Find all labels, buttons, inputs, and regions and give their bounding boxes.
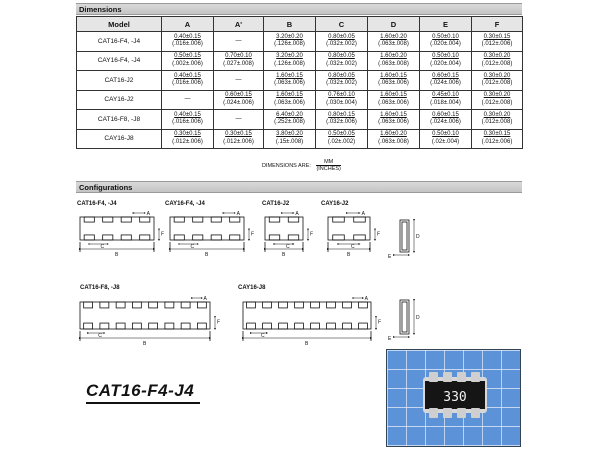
dimension-letter-b: B — [143, 341, 147, 347]
dimension-inches: (.012±.006) — [223, 138, 254, 145]
dimension-mm: — — [235, 115, 242, 122]
dimension-letter-e: E — [388, 254, 392, 260]
dimension-mm: 1.60±0.15 — [380, 111, 407, 118]
drawing-cat16-f8-j8 — [80, 302, 210, 329]
dimension-inches: (.002±.006) — [172, 60, 203, 67]
dimension-letter-d: D — [416, 315, 420, 321]
dimension-mm: 0.30±0.20 — [483, 92, 511, 99]
dimension-letter-c: C — [98, 333, 102, 339]
dimension-letter-b: B — [347, 252, 351, 258]
dimension-mm: 0.50±0.10 — [432, 53, 459, 60]
col-header: A' — [214, 17, 264, 32]
configurations-title: Configurations — [79, 183, 133, 192]
model-cell: CAT16-J2 — [77, 71, 162, 91]
dimension-mm: 3.20±0.20 — [276, 53, 303, 60]
dimension-inches: (.063±.006) — [274, 99, 305, 106]
dimension-mm: 1.60±0.20 — [380, 53, 407, 60]
dimension-mm: 0.40±0.15 — [174, 72, 201, 79]
dimension-inches: (.063±.006) — [378, 80, 409, 87]
dimension-letter-a: A — [236, 211, 240, 217]
dimension-inches: (.032±.002) — [326, 80, 357, 87]
config-label-cay16-f4-j4: CAY16-F4, -J4 — [165, 201, 205, 207]
dimension-letter-f: F — [161, 231, 165, 238]
config-label-cay16-j2: CAY16-J2 — [321, 201, 349, 207]
dimension-letter-c: C — [190, 244, 195, 250]
dimension-letter-a: A — [364, 296, 368, 302]
model-cell: CAY16-J2 — [77, 90, 162, 110]
dimension-inches: (.016±.006) — [172, 119, 203, 126]
dimension-letter-a: A — [361, 211, 365, 217]
dimension-inches: (.032±.002) — [326, 60, 357, 67]
dimension-letter-f: F — [251, 231, 255, 238]
dimension-mm: 0.30±0.15 — [483, 131, 511, 138]
dimension-mm: 1.60±0.20 — [380, 131, 407, 138]
dimension-letter-a: A — [295, 211, 299, 217]
dimension-mm: 0.80±0.05 — [328, 72, 355, 79]
dimension-inches: (.15±.008) — [275, 138, 304, 145]
model-cell: CAY16-F4, -J4 — [77, 51, 162, 71]
units-inches: (INCHES) — [316, 166, 341, 172]
dimension-letter-a: A — [146, 211, 150, 217]
title-underline — [86, 402, 200, 404]
drawing-cat16-j2 — [265, 217, 303, 240]
config-label-cay16-j8: CAY16-J8 — [238, 285, 266, 291]
dimension-inches: (.024±.006) — [430, 119, 461, 126]
dimension-inches: (.063±.006) — [378, 119, 409, 126]
dimension-mm: 0.30±0.20 — [483, 72, 511, 79]
dimension-inches: (.030±.004) — [326, 99, 357, 106]
dimension-mm: 0.60±0.15 — [432, 111, 459, 118]
dimension-letter-b: B — [305, 341, 309, 347]
dimension-mm: 1.60±0.15 — [276, 92, 303, 99]
dimension-inches: (.032±.006) — [326, 119, 357, 126]
dimension-mm: 0.80±0.05 — [328, 33, 355, 40]
dimensions-title: Dimensions — [79, 5, 122, 14]
dimension-inches: (.012±.008) — [481, 99, 513, 106]
side-view-4 — [400, 220, 409, 252]
dimension-inches: (.012±.008) — [481, 119, 513, 126]
dimension-inches: (.02±.002) — [327, 138, 356, 145]
dimension-mm: 0.30±0.15 — [483, 33, 511, 40]
dimension-inches: (.024±.006) — [223, 99, 254, 106]
dimension-mm: 0.80±0.05 — [328, 53, 355, 60]
dimension-letter-f: F — [310, 231, 314, 238]
dimension-mm: — — [184, 96, 191, 102]
dimension-inches: (.012±.008) — [481, 60, 513, 67]
dimension-inches: (.020±.004) — [430, 60, 461, 67]
units-prefix: DIMENSIONS ARE: — [262, 162, 311, 169]
dimension-mm: 0.76±0.10 — [328, 92, 355, 99]
units-mm: MM — [316, 159, 340, 166]
dimension-inches: (.012±.006) — [172, 138, 203, 145]
dimension-inches: (.02±.004) — [431, 138, 460, 145]
dimension-mm: 1.60±0.15 — [276, 72, 303, 79]
dimension-inches: (.252±.008) — [274, 119, 305, 126]
dimension-letter-c: C — [351, 244, 355, 250]
dimension-mm: 0.60±0.15 — [432, 72, 459, 79]
dimension-mm: 0.70±0.10 — [225, 53, 252, 60]
dimension-inches: (.126±.008) — [274, 41, 305, 48]
col-header: B — [264, 17, 316, 32]
dimension-letter-d: D — [416, 234, 420, 240]
dimension-inches: (.012±.008) — [481, 80, 513, 87]
dimension-mm: 1.60±0.15 — [380, 92, 407, 99]
side-view-8 — [400, 300, 409, 334]
dimension-letter-e: E — [388, 336, 392, 342]
dimension-inches: (.126±.008) — [274, 60, 305, 67]
photo-marking: 330 — [443, 390, 467, 405]
col-header: Model — [77, 17, 162, 32]
dimension-mm: 0.30±0.20 — [483, 53, 511, 60]
dimension-mm: 0.30±0.20 — [483, 111, 511, 118]
col-header: C — [316, 17, 368, 32]
config-label-cat16-j2: CAT16-J2 — [262, 201, 290, 207]
dimension-inches: (.016±.006) — [172, 41, 203, 48]
dimension-letter-c: C — [286, 244, 290, 250]
dimension-mm: 6.40±0.20 — [276, 111, 303, 118]
model-cell: CAT16-F8, -J8 — [77, 110, 162, 130]
dimension-inches: (.012±.006) — [481, 138, 513, 145]
dimension-mm: 3.80±0.20 — [276, 131, 303, 138]
dimension-mm: 0.60±0.15 — [225, 92, 252, 99]
dimension-mm: 0.50±0.10 — [432, 33, 459, 40]
dimension-mm: 1.60±0.20 — [380, 33, 407, 40]
dimension-mm: 0.40±0.15 — [174, 33, 201, 40]
dimension-mm: 3.20±0.20 — [276, 33, 303, 40]
dimension-mm: 0.50±0.15 — [174, 53, 201, 60]
dimension-letter-a: A — [203, 296, 207, 302]
dimension-inches: (.063±.006) — [378, 99, 409, 106]
config-label-cat16-f4-j4: CAT16-F4, -J4 — [77, 201, 117, 207]
drawing-cay16-f4-j4 — [170, 217, 244, 240]
dimension-letter-f: F — [217, 319, 221, 326]
drawing-cay16-j8 — [243, 302, 371, 329]
dimension-inches: (.027±.008) — [223, 60, 254, 67]
dimension-mm: 0.45±0.10 — [432, 92, 459, 99]
model-cell: CAT16-F4, -J4 — [77, 32, 162, 52]
dimension-mm: 0.80±0.15 — [328, 111, 355, 118]
dimension-letter-b: B — [282, 252, 286, 258]
dimension-letter-c: C — [100, 244, 105, 250]
dimension-letter-b: B — [205, 252, 209, 258]
dimension-letter-f: F — [378, 319, 382, 326]
dimension-inches: (.024±.006) — [430, 80, 461, 87]
resistor-array-photo — [387, 350, 521, 447]
dimension-mm: 1.60±0.15 — [380, 72, 407, 79]
col-header: F — [472, 17, 523, 32]
dimension-inches: (.018±.004) — [430, 99, 461, 106]
product-title: CAT16-F4-J4 — [86, 381, 195, 400]
dimension-inches: (.063±.006) — [274, 80, 305, 87]
dimension-mm: 0.50±0.05 — [328, 131, 355, 138]
dimension-inches: (.020±.004) — [430, 41, 461, 48]
dimension-mm: 0.30±0.15 — [174, 131, 201, 138]
dimension-inches: (.063±.008) — [378, 60, 409, 67]
col-header: D — [368, 17, 420, 32]
dimension-inches: (.063±.008) — [378, 138, 409, 145]
product-photo — [386, 349, 521, 447]
dimension-mm: 0.50±0.10 — [432, 131, 459, 138]
config-label-cat16-f8-j8: CAT16-F8, -J8 — [80, 285, 120, 291]
drawing-cay16-j2 — [328, 217, 370, 240]
col-header: A — [162, 17, 214, 32]
dimension-mm: — — [235, 37, 242, 44]
dimension-letter-b: B — [115, 252, 119, 258]
col-header: E — [420, 17, 472, 32]
drawing-cat16-f4-j4 — [80, 217, 154, 240]
dimension-mm: 0.30±0.15 — [225, 131, 252, 138]
model-cell: CAY16-J8 — [77, 129, 162, 149]
dimension-mm: — — [235, 76, 242, 83]
dimension-inches: (.016±.006) — [172, 80, 203, 87]
dimension-letter-f: F — [377, 231, 381, 238]
dimension-inches: (.063±.008) — [378, 41, 409, 48]
dimension-inches: (.012±.006) — [481, 41, 513, 48]
dimension-letter-c: C — [261, 333, 265, 339]
dimension-mm: 0.40±0.15 — [174, 111, 201, 118]
dimension-inches: (.032±.002) — [326, 41, 357, 48]
